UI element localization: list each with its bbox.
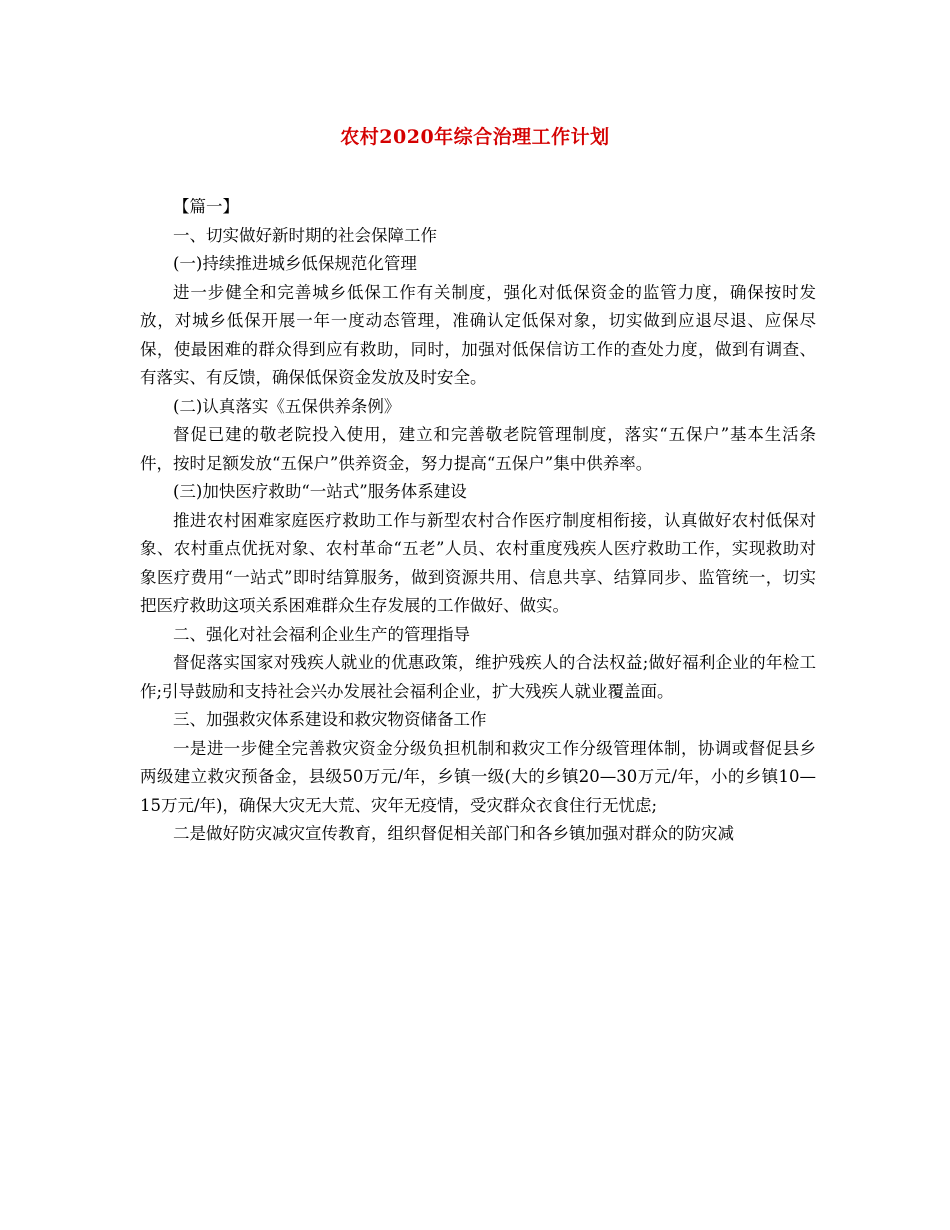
section-marker: 【篇一】 — [173, 197, 239, 216]
paragraph-welfare-enterprises: 督促落实国家对残疾人就业的优惠政策，维护残疾人的合法权益;做好福利企业的年检工作;引导鼓励和支持社会兴办发展社会福利企业，扩大残疾人就业覆盖面。 — [140, 653, 816, 701]
document-body — [140, 193, 816, 849]
paragraph-medical-aid: 推进农村困难家庭医疗救助工作与新型农村合作医疗制度相衔接，认真做好农村低保对象、农村重点优抚对象、农村革命“五老”人员、农村重度残疾人医疗救助工作，实现救助对象医疗费用“一站式”即时结算服务，做到资源共用、信息共享、结算同步、监管统一，切实把医疗救助这项关系困难群众生存发展的工作做好、做实。 — [140, 510, 816, 615]
paragraph-disaster-education: 二是做好防灾减灾宣传教育，组织督促相关部门和各乡镇加强对群众的防灾减 — [173, 824, 734, 843]
paragraph-five-guarantees: 督促已建的敬老院投入使用，建立和完善敬老院管理制度，落实“五保户”基本生活条件，按时足额发放“五保户”供养资金，努力提高“五保户”集中供养率。 — [140, 425, 816, 473]
subheading-medical-aid: (三)加快医疗救助“一站式”服务体系建设 — [173, 482, 467, 501]
subheading-low-income: (一)持续推进城乡低保规范化管理 — [173, 254, 417, 273]
document-title: 农村2020年综合治理工作计划 — [340, 126, 610, 148]
heading-disaster-relief: 三、加强救灾体系建设和救灾物资储备工作 — [173, 710, 487, 729]
subheading-five-guarantees: (二)认真落实《五保供养条例》 — [173, 396, 401, 416]
heading-welfare-enterprises: 二、强化对社会福利企业生产的管理指导 — [173, 624, 470, 644]
paragraph-disaster-funds: 一是进一步健全完善救灾资金分级负担机制和救灾工作分级管理体制，协调或督促县乡两级建立救灾预备金，县级50万元/年，乡镇一级(大的乡镇20—30万元/年，小的乡镇10—15万元/年)，确保大灾无大荒、灾年无疫情，受灾群众衣食住行无忧虑; — [140, 738, 816, 815]
paragraph-low-income: 进一步健全和完善城乡低保工作有关制度，强化对低保资金的监管力度，确保按时发放，对城乡低保开展一年一度动态管理，准确认定低保对象，切实做到应退尽退、应保尽保，使最困难的群众得到应有救助，同时，加强对低保信访工作的查处力度，做到有调查、有落实、有反馈，确保低保资金发放及时安全。 — [140, 282, 816, 387]
heading-social-security: 一、切实做好新时期的社会保障工作 — [173, 225, 437, 245]
